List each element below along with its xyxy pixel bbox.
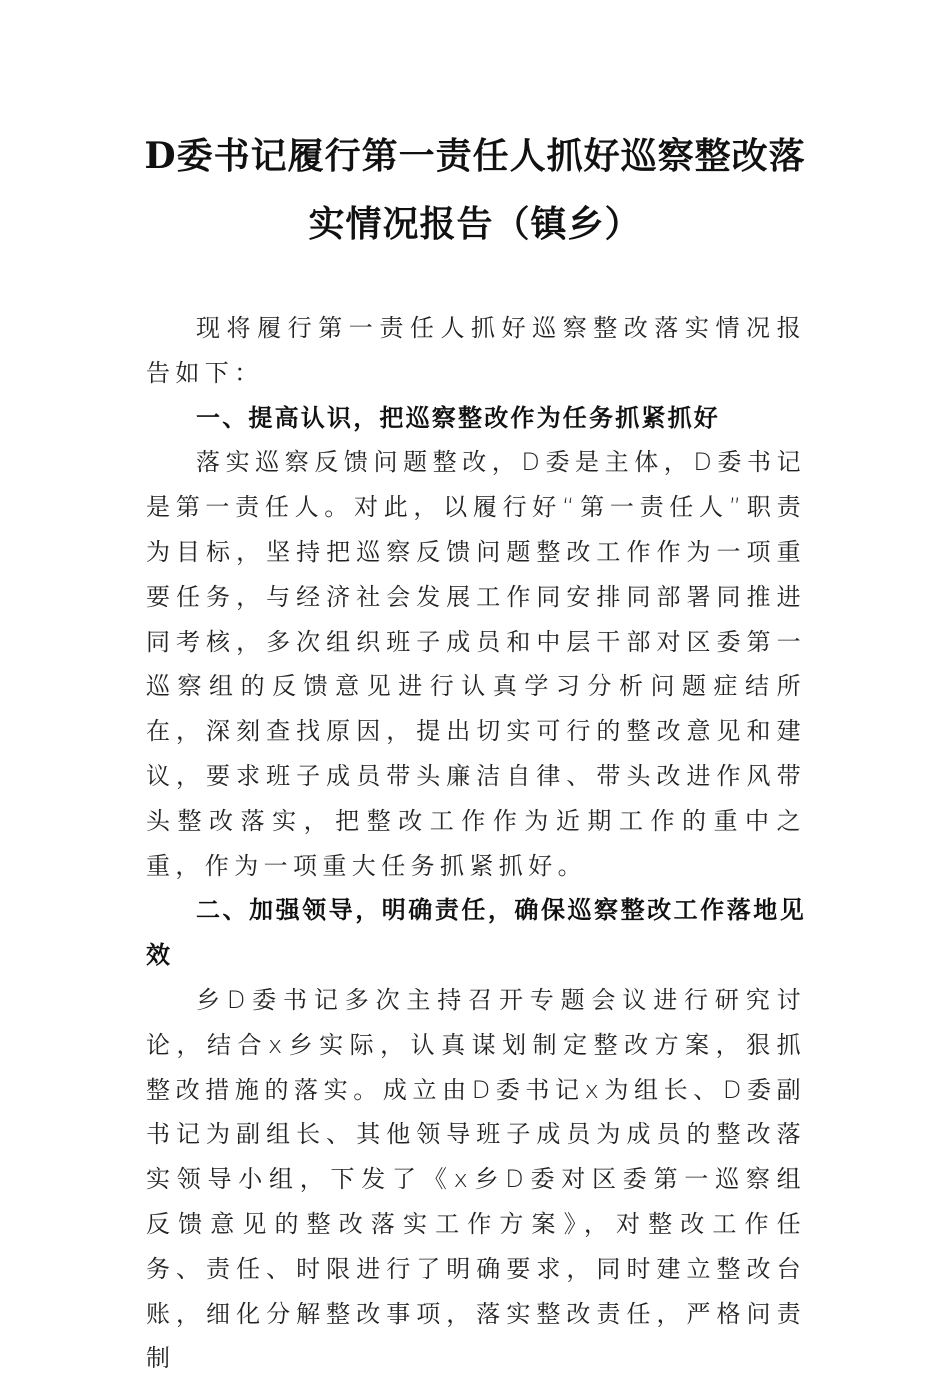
intro-paragraph: 现将履行第一责任人抓好巡察整改落实情况报告如下： bbox=[146, 314, 806, 387]
section-1-paragraph: 落实巡察反馈问题整改，D委是主体，D委书记是第一责任人。对此，以履行好“第一责任人”职责为目标，坚持把巡察反馈问题整改工作作为一项重要任务，与经济社会发展工作同安排同部署同推进同考核，多次组织班子成员和中层干部对区委第一巡察组的反馈意见进行认真学习分析问题症结所在，深刻查找原因，提出切实可行的整改意见和建议，要求班子成员带头廉洁自律、带头改进作风带头整改落实，把整改工作作为近期工作的重中之重，作为一项重大任务抓紧抓好。 bbox=[146, 448, 806, 880]
section-heading-1: 一、提高认识，把巡察整改作为任务抓紧抓好 bbox=[196, 403, 720, 432]
section-heading-2: 二、加强领导，明确责任，确保巡察整改工作落地见效 bbox=[146, 896, 806, 970]
document-body bbox=[146, 306, 806, 1381]
document-title-line-2: 实情况报告（镇乡） bbox=[308, 203, 642, 245]
section-2-paragraph: 乡D委书记多次主持召开专题会议进行研究讨论，结合x乡实际，认真谋划制定整改方案，狠抓整改措施的落实。成立由D委书记x为组长、D委副书记为副组长、其他领导班子成员为成员的整改落实领导小组，下发了《x乡D委对区委第一巡察组反馈意见的整改落实工作方案》，对整改工作任务、责任、时限进行了明确要求，同时建立整改台账，细化分解整改事项，落实整改责任，严格问责制 bbox=[146, 985, 806, 1373]
document-title-line-1: D委书记履行第一责任人抓好巡察整改落 bbox=[144, 135, 806, 177]
